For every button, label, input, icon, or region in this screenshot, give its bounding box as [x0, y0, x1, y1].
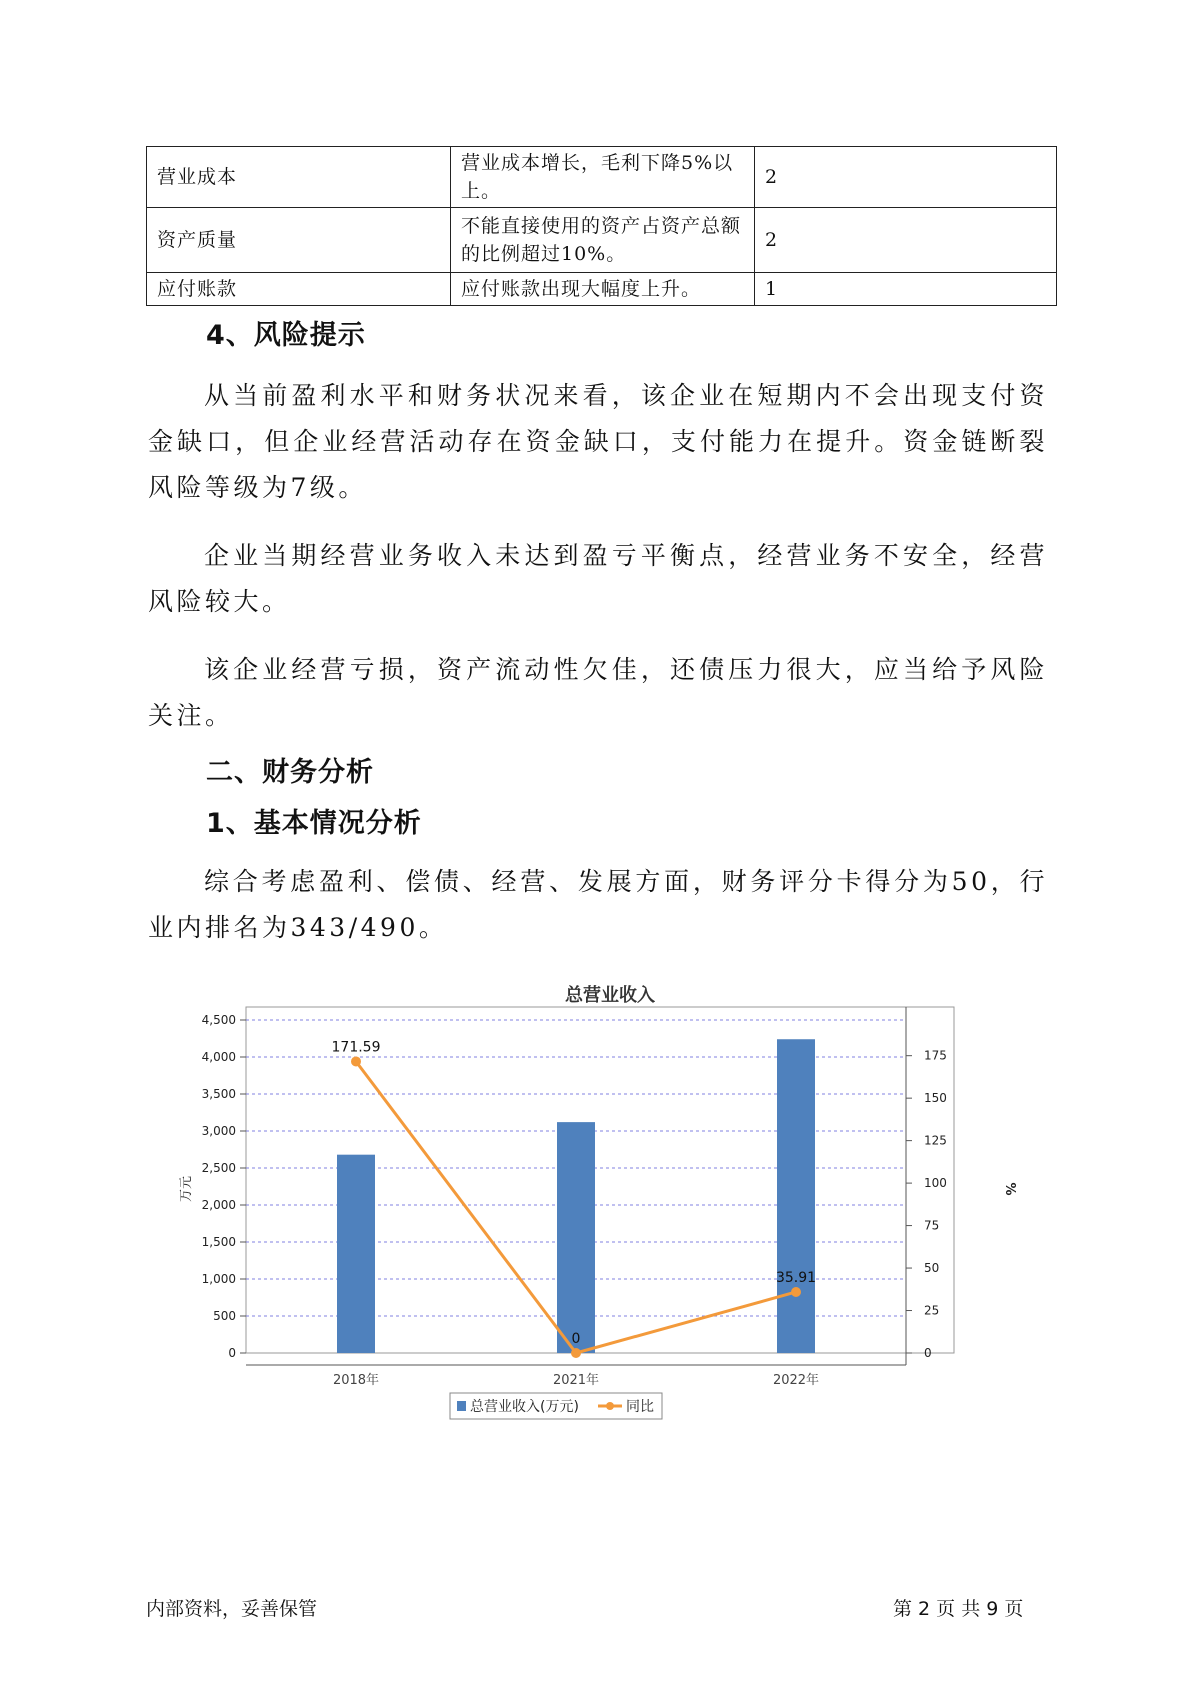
y2-tick-label: 150 — [924, 1091, 947, 1106]
yoy-point — [351, 1056, 361, 1066]
table-cell-desc: 不能直接使用的资产占资产总额的比例超过10%。 — [451, 208, 755, 273]
y-tick-label: 0 — [228, 1346, 236, 1360]
paragraph-basic-1: 综合考虑盈利、偿债、经营、发展方面，财务评分卡得分为50，行业内排名为343/490。 — [148, 867, 1048, 942]
revenue-chart — [170, 975, 1050, 1435]
y-tick-label: 1,500 — [201, 1235, 236, 1249]
section-heading-financial: 二、财务分析 — [206, 757, 374, 788]
y-tick-label: 500 — [213, 1309, 236, 1323]
footer-confidential: 内部资料，妥善保管 — [146, 1598, 318, 1620]
y-tick-label: 3,000 — [201, 1124, 236, 1138]
yoy-data-label: 0 — [571, 1331, 581, 1347]
x-tick-label: 2018年 — [332, 1373, 380, 1388]
y2-tick-label: 100 — [924, 1176, 947, 1191]
table-cell-item: 营业成本 — [147, 147, 451, 208]
bar-2018年 — [337, 1155, 375, 1353]
yoy-data-label: 171.59 — [331, 1039, 381, 1056]
legend-line-label: 同比 — [626, 1399, 654, 1415]
y2-tick-label: 0 — [924, 1346, 932, 1360]
y-tick-label: 4,000 — [201, 1050, 236, 1064]
bar-2021年 — [557, 1122, 595, 1353]
yoy-data-label: 35.91 — [775, 1269, 817, 1286]
y-tick-label: 1,000 — [201, 1272, 236, 1286]
chart-title: 总营业收入 — [565, 985, 655, 1006]
y2-tick-label: 50 — [924, 1261, 940, 1276]
y2-tick-label: 75 — [924, 1218, 940, 1233]
yoy-point — [791, 1287, 801, 1297]
paragraph-risk-2: 企业当期经营业务收入未达到盈亏平衡点，经营业务不安全，经营风险较大。 — [148, 541, 1048, 616]
table-cell-score: 2 — [755, 208, 1057, 273]
yoy-point — [571, 1348, 581, 1358]
y-tick-label: 3,500 — [201, 1087, 236, 1101]
table-row — [147, 208, 1057, 273]
table-cell-desc: 应付账款出现大幅度上升。 — [451, 273, 755, 306]
legend-bar-label: 总营业收入(万元) — [470, 1399, 579, 1415]
x-tick-label: 2022年 — [772, 1373, 820, 1388]
risk-factor-table — [146, 146, 1057, 306]
table-cell-desc: 营业成本增长，毛利下降5%以上。 — [451, 147, 755, 208]
y-tick-label: 2,500 — [201, 1161, 236, 1175]
table-row — [147, 273, 1057, 306]
legend-line-marker — [606, 1402, 614, 1410]
y-tick-label: 2,000 — [201, 1198, 236, 1212]
section-heading-basic: 1、基本情况分析 — [206, 808, 422, 839]
y-axis-label: 万元 — [179, 1175, 194, 1203]
legend-bar-swatch — [457, 1401, 466, 1411]
table-cell-score: 1 — [755, 273, 1057, 306]
y2-tick-label: 125 — [924, 1133, 947, 1148]
table-cell-item: 资产质量 — [147, 208, 451, 273]
y2-tick-label: 25 — [924, 1303, 940, 1318]
table-cell-item: 应付账款 — [147, 273, 451, 306]
y2-tick-label: 175 — [924, 1048, 947, 1063]
paragraph-risk-3: 该企业经营亏损，资产流动性欠佳，还债压力很大，应当给予风险关注。 — [148, 655, 1048, 730]
paragraph-risk-1: 从当前盈利水平和财务状况来看，该企业在短期内不会出现支付资金缺口，但企业经营活动存在资金缺口，支付能力在提升。资金链断裂风险等级为7级。 — [148, 381, 1048, 502]
footer-page-number: 第 2 页 共 9 页 — [893, 1598, 1024, 1620]
y2-axis-label: % — [1002, 1182, 1017, 1196]
table-cell-score: 2 — [755, 147, 1057, 208]
section-heading-risk: 4、风险提示 — [206, 320, 366, 351]
y-tick-label: 4,500 — [201, 1013, 236, 1027]
x-tick-label: 2021年 — [552, 1373, 600, 1388]
bar-2022年 — [777, 1039, 815, 1353]
table-row — [147, 147, 1057, 208]
